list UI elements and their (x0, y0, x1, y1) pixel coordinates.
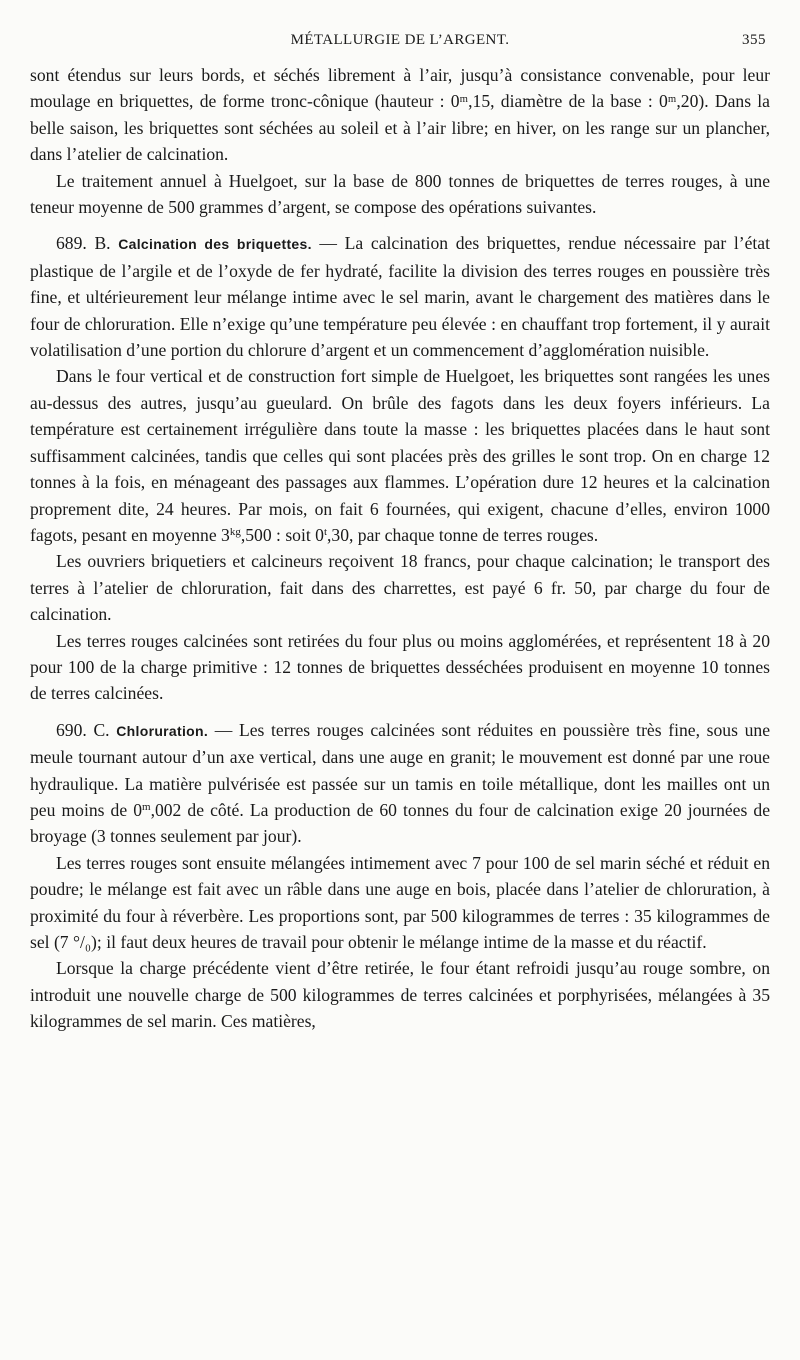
paragraph-vertical-furnace (30, 363, 770, 548)
unit-superscript: t (323, 525, 327, 538)
page-header (30, 32, 770, 52)
paragraph-text: ,30, par chaque tonne de terres rouges. (327, 524, 599, 545)
section-number: 690. C. (56, 719, 110, 740)
section-text: ,002 de côté. La production de 60 tonnes du four de calcination exige 20 journées de broyage (3 tonnes seulement par jour). (30, 799, 770, 847)
section-heading: Chloruration. (116, 722, 209, 739)
paragraph-continuation: sont étendus sur leurs bords, et séchés librement à l’air, jusqu’à consistance convenable, pour leur moulage en briquettes, de forme tronc-cônique (hauteur : 0ᵐ,15, diamètre de la base : 0ᵐ,20). Dans la belle saison, les briquettes sont séchées au soleil et à l’air libre; en hiver, on les range sur un plancher, dans l’atelier de calcination. (30, 65, 770, 165)
unit-superscript: m (142, 800, 151, 813)
paragraph-new-charge: Lorsque la charge précédente vient d’être retirée, le four étant refroidi jusqu’au rouge sombre, on introduit une nouvelle charge de 500 kilogrammes de terres calcinées et porphyrisées, mélangées à 35 kilogrammes de sel marin. Ces matières, (30, 958, 770, 1032)
paragraph-annual-treatment: Le traitement annuel à Huelgoet, sur la base de 800 tonnes de briquettes de terres rouges, à une teneur moyenne de 500 grammes d’argent, se compose des opérations suivantes. (30, 170, 770, 218)
section-heading: Calcination des briquettes. (118, 236, 312, 253)
paragraph-calcined-earths: Les terres rouges calcinées sont retirées du four plus ou moins agglomérées, et représentent 18 à 20 pour 100 de la charge primitive : 12 tonnes de briquettes desséchées produisent en moyenne 10 tonnes de terres calcinées. (30, 630, 770, 704)
running-title: MÉTALLURGIE DE L’ARGENT. (290, 32, 510, 48)
section-number: 689. B. (56, 233, 111, 254)
paragraph-workers: Les ouvriers briquetiers et calcineurs reçoivent 18 francs, pour chaque calcination; le transport des terres à l’atelier de chloruration, fait dans des charrettes, est payé 6 fr. 50, par charge du four de calcination. (30, 551, 770, 625)
section-text: — Les terres rouges calcinées sont réduites en poussière très fine, sous une meule tournant autour d’un axe vertical, dans une auge en granit; le mouvement est donné par une roue hydraulique. La matière pulvérisée est passée sur un tamis en toile métallique, dont les mailles ont un peu moins de 0 (30, 719, 770, 820)
body-text (30, 62, 770, 1035)
page-number: 355 (742, 32, 766, 48)
paragraph-text: Dans le four vertical et de construction fort simple de Huelgoet, les briquettes sont rangées les unes au-dessus des autres, jusqu’au gueulard. On brûle des fagots dans les deux foyers inférieurs. La température est certainement irrégulière dans toute la masse : les briquettes placées dans le haut sont suffisamment calcinées, tandis que celles qui sont placées près des grilles le sont trop. On en charge 12 tonnes à la fois, en ménageant des passages aux flammes. L’opération dure 12 heures et la calcination proprement dite, 24 heures. Par mois, on fait 6 fournées, qui exigent, chacune d’elles, environ 1000 fagots, pesant en moyenne 3 (30, 366, 770, 545)
section-689 (30, 230, 770, 363)
unit-superscript: kg (229, 525, 241, 538)
paragraph-text: ,500 : soit 0 (240, 524, 324, 545)
paragraph-salt-mixing: Les terres rouges sont ensuite mélangées intimement avec 7 pour 100 de sel marin séché et réduit en poudre; le mélange est fait avec un râble dans une auge en bois, placée dans l’atelier de chloruration, à proximité du four à réverbère. Les proportions sont, par 500 kilogrammes de terres : 35 kilogrammes de sel (7 °/₀); il faut deux heures de travail pour obtenir le mélange intime de la masse et du réactif. (30, 852, 770, 952)
section-text: — La calcination des briquettes, rendue nécessaire par l’état plastique de l’argile et de l’oxyde de fer hydraté, facilite la division des terres rouges en poussière très fine, et ultérieurement leur mélange intime avec le sel marin, avant le chargement des matières dans le four de chloruration. Elle n’exige qu’une température peu élevée : en chauffant trop fortement, il y aurait volatilisation d’une portion du chlorure d’argent et un commencement d’agglomération nuisible. (30, 233, 770, 361)
section-690 (30, 717, 770, 850)
